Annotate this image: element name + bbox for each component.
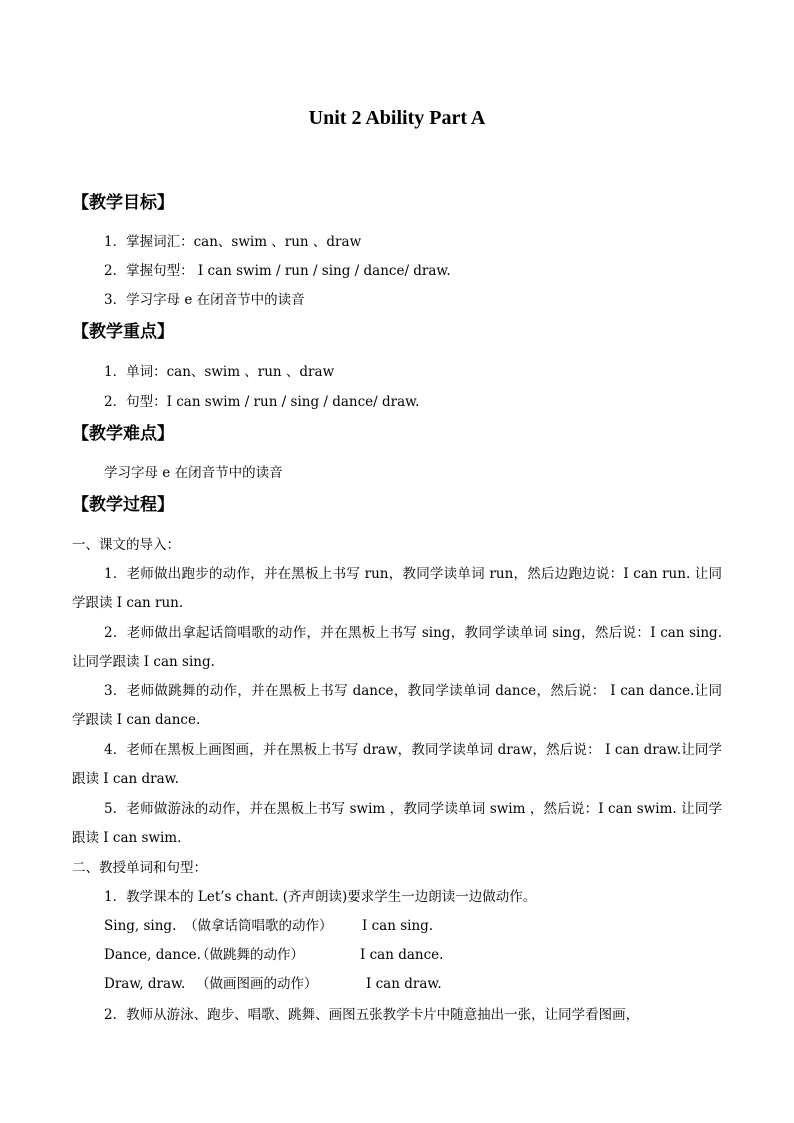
chant-word-2: Dance, dance. bbox=[104, 947, 201, 963]
chant-sentence-1: I can sing. bbox=[362, 918, 434, 934]
process-part2-title: 二、教授单词和句型： bbox=[72, 860, 207, 876]
chant-action-1: （做拿话筒唱歌的动作） bbox=[184, 918, 333, 934]
process-part1-item-4: 4．老师在黑板上画图画，并在黑板上书写 draw，教同学读单词 draw，然后说： I can draw.让同学跟读 I can draw. bbox=[72, 742, 722, 787]
process-part1-item-5: 5．老师做游泳的动作，并在黑板上书写 swim ，教同学读单词 swim ，然后说：I can swim. 让同学跟读 I can swim. bbox=[72, 801, 722, 846]
process-part1-item-1: 1．老师做出跑步的动作，并在黑板上书写 run，教同学读单词 run，然后边跑边说：I can run. 让同学跟读 I can run. bbox=[72, 566, 722, 611]
chant-action-2: （做跳舞的动作） bbox=[196, 947, 304, 963]
chant-action-3: （做画图画的动作） bbox=[196, 976, 318, 992]
chant-word-1: Sing, sing. bbox=[104, 918, 177, 934]
key-point-item-2: 2．句型：I can swim / run / sing / dance/ draw. bbox=[104, 394, 420, 410]
heading-difficulties: 【教学难点】 bbox=[72, 424, 174, 444]
objective-item-2: 2．掌握句型： I can swim / run / sing / dance/ draw. bbox=[104, 263, 451, 279]
objective-item-1: 1．掌握词汇：can、swim 、run 、draw bbox=[104, 234, 362, 250]
key-point-item-1: 1．单词：can、swim 、run 、draw bbox=[104, 364, 335, 380]
process-part1-item-3: 3．老师做跳舞的动作，并在黑板上书写 dance，教同学读单词 dance，然后说： I can dance.让同学跟读 I can dance. bbox=[72, 683, 722, 728]
process-part2-item-2: 2．教师从游泳、跑步、唱歌、跳舞、画图五张教学卡片中随意抽出一张，让同学看图画， bbox=[104, 1007, 640, 1023]
chant-sentence-3: I can draw. bbox=[366, 976, 442, 992]
heading-key-points: 【教学重点】 bbox=[72, 322, 174, 342]
document-title: Unit 2 Ability Part A bbox=[308, 107, 486, 129]
heading-objectives: 【教学目标】 bbox=[72, 193, 174, 213]
chant-sentence-2: I can dance. bbox=[360, 947, 444, 963]
process-part2-item-1: 1．教学课本的 Let’s chant. (齐声朗读)要求学生一边朗读一边做动作。 bbox=[104, 889, 537, 905]
process-part1-title: 一、课文的导入： bbox=[72, 537, 180, 553]
difficulty-text: 学习字母 e 在闭音节中的读音 bbox=[104, 465, 283, 481]
objective-item-3: 3．学习字母 e 在闭音节中的读音 bbox=[104, 292, 305, 308]
heading-process: 【教学过程】 bbox=[72, 495, 174, 515]
process-part1-item-2: 2．老师做出拿起话筒唱歌的动作，并在黑板上书写 sing，教同学读单词 sing，然后说：I can sing. 让同学跟读 I can sing. bbox=[72, 625, 722, 670]
chant-word-3: Draw, draw. bbox=[104, 976, 186, 992]
